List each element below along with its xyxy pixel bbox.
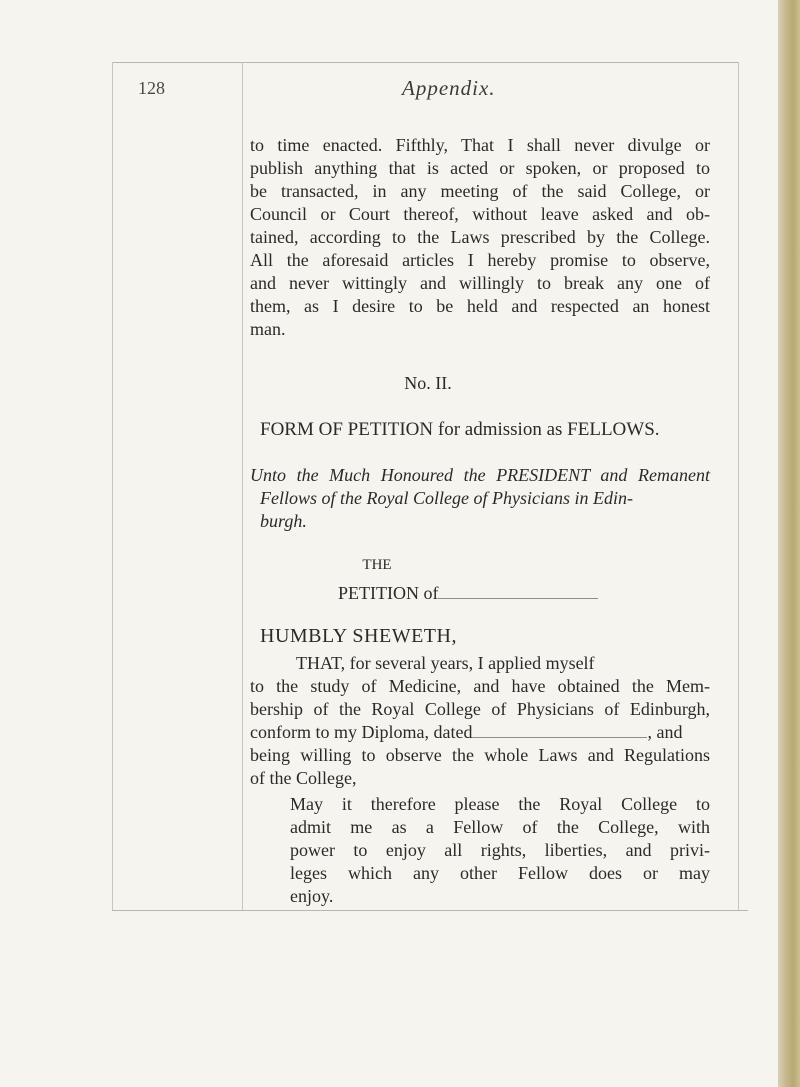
text-line: May it therefore please the Royal College to [290, 794, 710, 814]
text-line: enjoy. [290, 886, 334, 906]
text-line: to time enacted. Fifthly, That I shall never divulge or [250, 135, 710, 155]
text-line: of the College, [250, 768, 357, 788]
text-line: be transacted, in any meeting of the said College, or [250, 181, 710, 201]
address-line: Fellows of the Royal College of Physicians in Edin- [260, 488, 633, 508]
right-frame-line [738, 62, 739, 910]
the-heading: THE [362, 557, 392, 573]
frame-line [112, 62, 113, 910]
petition-body [250, 652, 710, 790]
margin-line [242, 62, 243, 910]
text-line: bership of the Royal College of Physicians of Edinburgh, [250, 699, 710, 719]
bottom-rule [112, 910, 748, 911]
text-line: leges which any other Fellow does or may [290, 863, 710, 883]
text-line: All the aforesaid articles I hereby promise to observe, [250, 250, 710, 270]
text-line: and never wittingly and willingly to break any one of [250, 273, 710, 293]
address-block [250, 464, 710, 533]
text-line: power to enjoy all rights, liberties, and privi- [290, 840, 710, 860]
text-line: tained, according to the Laws prescribed by the College. [250, 227, 710, 247]
address-line: Unto the Much Honoured the PRESIDENT and Remanent [250, 465, 710, 485]
text-line: man. [250, 319, 286, 339]
text-line: to the study of Medicine, and have obtained the Mem- [250, 676, 710, 696]
scan-edge [778, 0, 800, 1087]
petition-of-label: PETITION of [338, 583, 439, 603]
text-line: THAT, for several years, I applied myself [296, 653, 595, 673]
text-line [250, 721, 710, 744]
and-text: , and [647, 722, 683, 742]
petitioner-name-blank [438, 597, 598, 599]
top-rule [112, 62, 738, 63]
address-line: burgh. [260, 511, 307, 531]
diploma-date-blank [472, 736, 647, 738]
humbly-sheweth: HUMBLY SHEWETH, [260, 625, 457, 647]
prayer-paragraph [290, 793, 710, 908]
form-number: No. II. [404, 373, 452, 393]
form-heading: FORM OF PETITION for admission as FELLOWS. [260, 419, 660, 440]
page-number: 128 [138, 78, 165, 98]
text-line: publish anything that is acted or spoken, or proposed to [250, 158, 710, 178]
text-line: admit me as a Fellow of the College, with [290, 817, 710, 837]
petition-line [338, 582, 798, 605]
oath-paragraph [250, 134, 710, 341]
running-head: Appendix. [402, 76, 496, 100]
text-line: Council or Court thereof, without leave asked and ob- [250, 204, 710, 224]
text-line: being willing to observe the whole Laws and Regulations [250, 745, 710, 765]
text-line: them, as I desire to be held and respected an honest [250, 296, 710, 316]
diploma-dated-label: conform to my Diploma, dated [250, 722, 473, 742]
